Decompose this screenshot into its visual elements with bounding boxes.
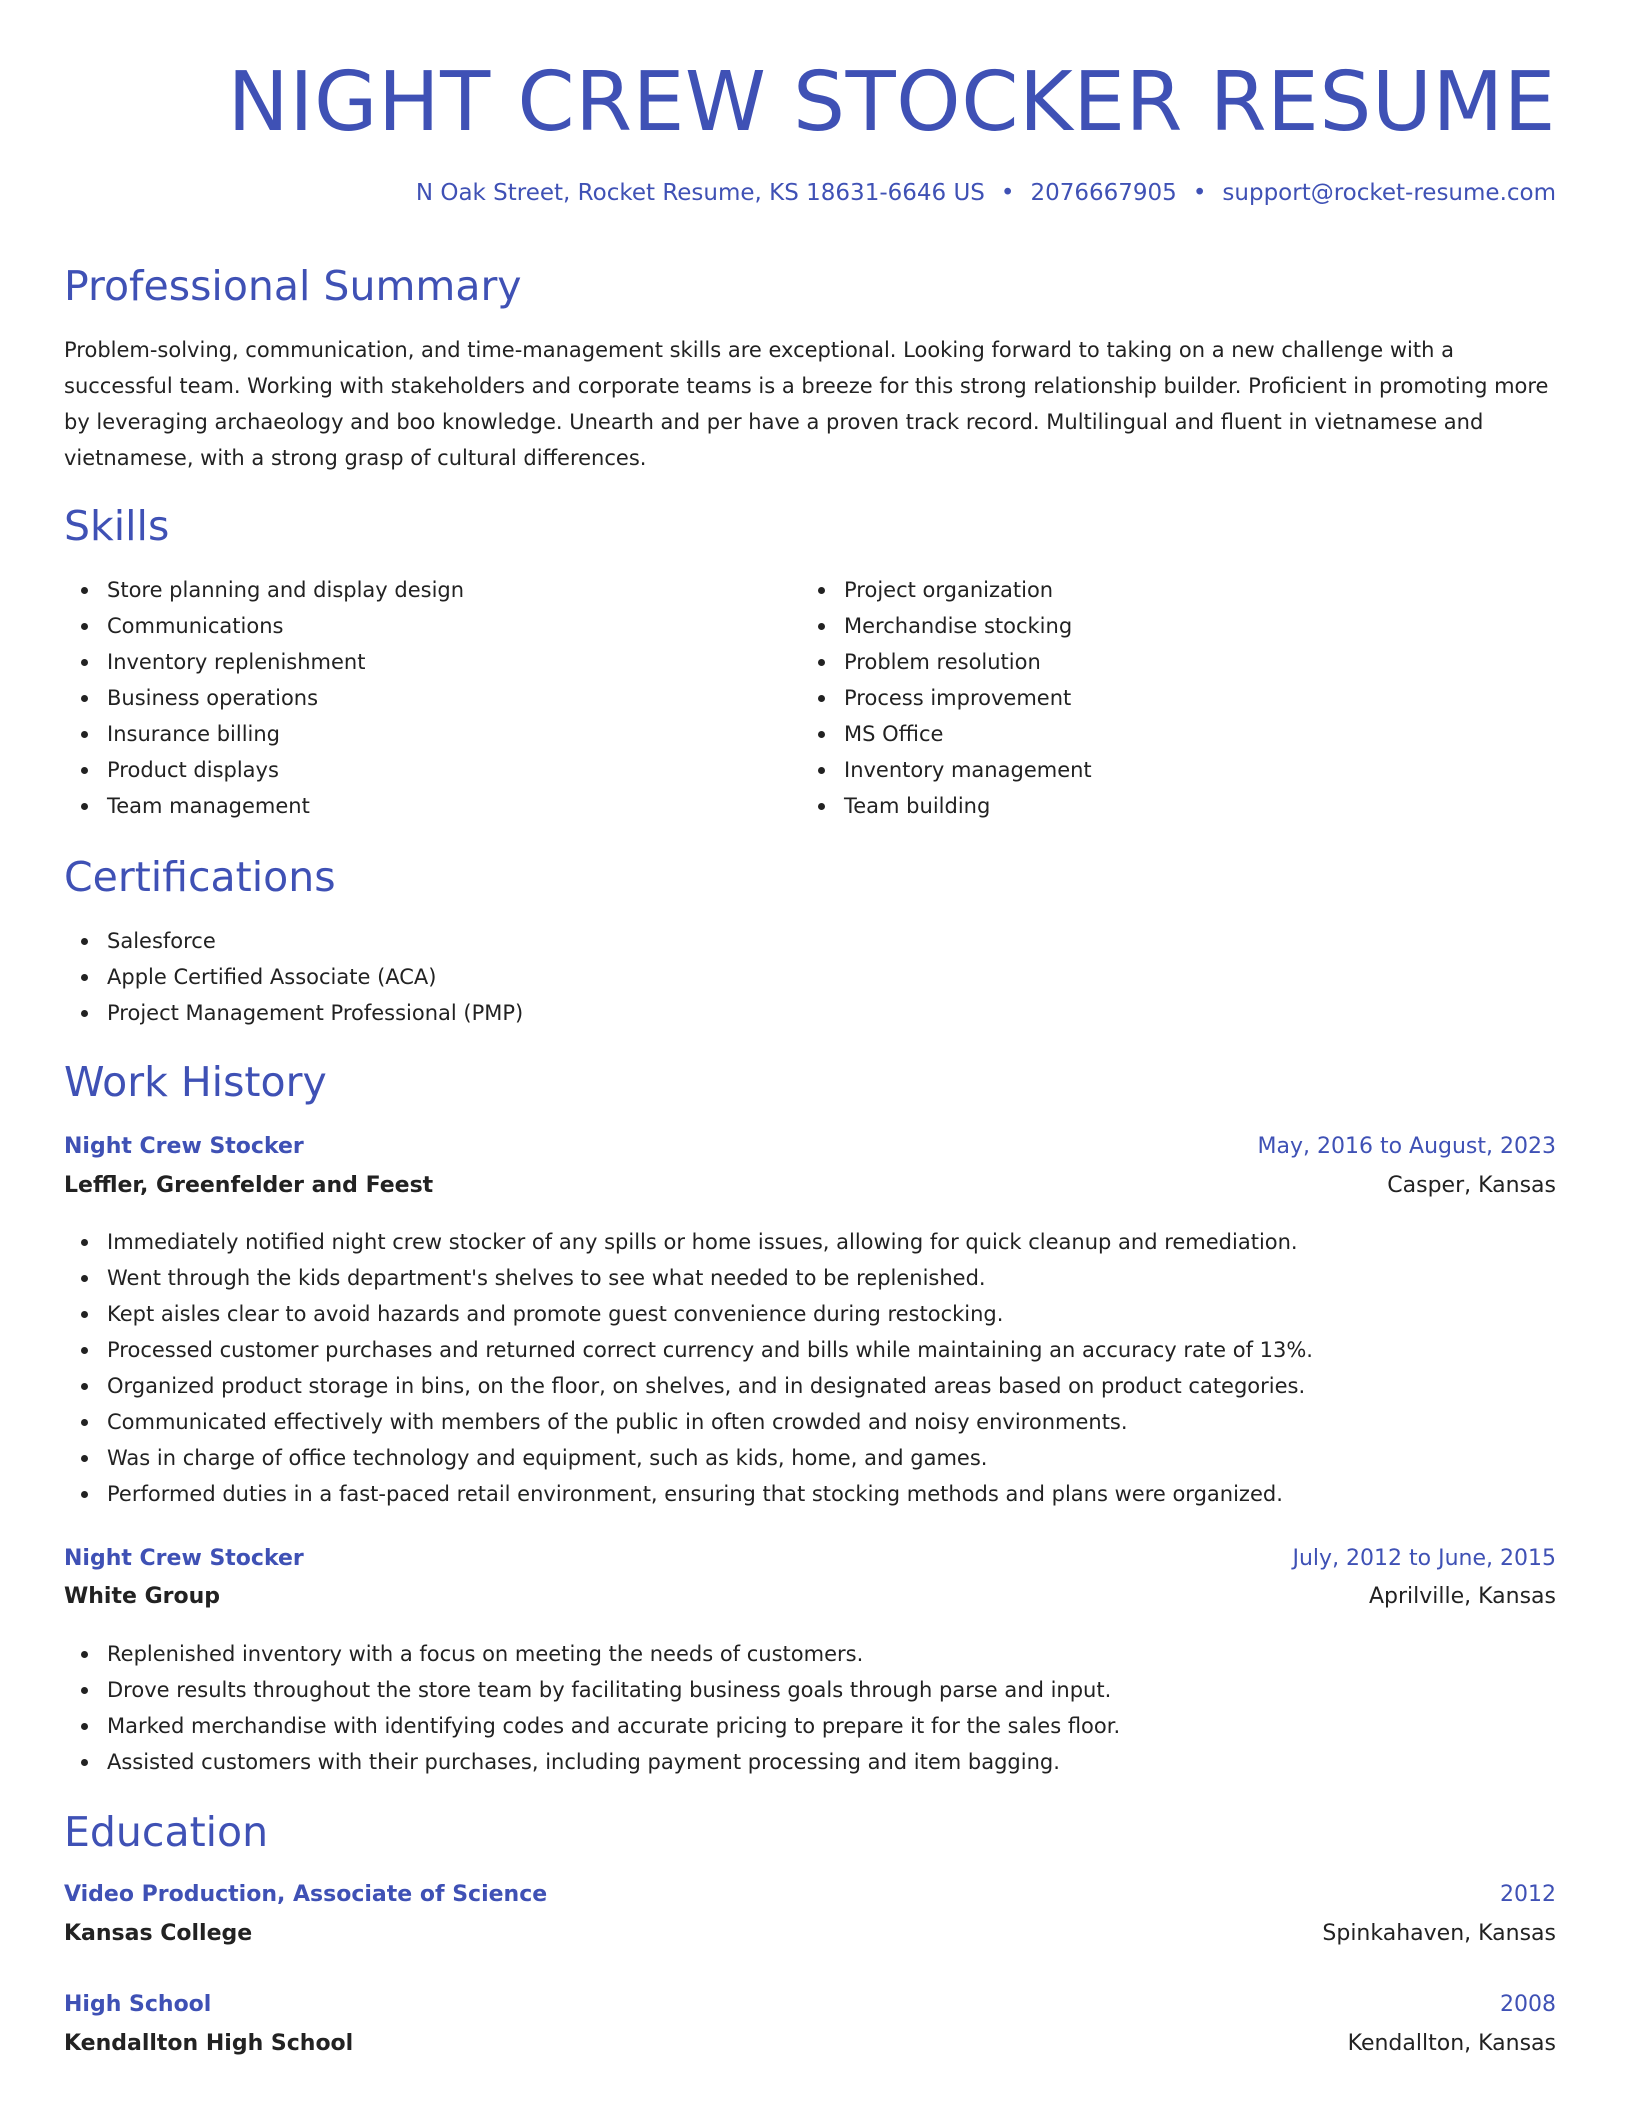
job-bullet: Went through the kids department's shelves to see what needed to be replenished. xyxy=(64,1260,1313,1296)
separator-dot: • xyxy=(1192,180,1207,206)
graduation-year: 2012 xyxy=(1500,1882,1556,1907)
job-bullet: Assisted customers with their purchases, including payment processing and item bagging. xyxy=(64,1744,1120,1780)
school-location: Spinkahaven, Kansas xyxy=(1322,1921,1556,1946)
job-bullet: Communicated effectively with members of the public in often crowded and noisy environments. xyxy=(64,1404,1313,1440)
address: N Oak Street, Rocket Resume, KS 18631-6646 US xyxy=(415,180,985,206)
job-bullets xyxy=(64,1224,1313,1512)
degree-name: Video Production, Associate of Science xyxy=(64,1882,548,1907)
job-title: Night Crew Stocker xyxy=(64,1134,304,1159)
skill-item: Team management xyxy=(64,788,464,824)
education-header xyxy=(64,1992,1556,2026)
skill-item: Insurance billing xyxy=(64,716,464,752)
job-bullet: Was in charge of office technology and equipment, such as kids, home, and games. xyxy=(64,1440,1313,1476)
skills-heading: Skills xyxy=(64,502,170,550)
skill-item: Store planning and display design xyxy=(64,572,464,608)
certifications-heading: Certifications xyxy=(64,853,336,901)
job-dates: May, 2016 to August, 2023 xyxy=(1257,1134,1556,1159)
job-location: Casper, Kansas xyxy=(1387,1173,1556,1198)
job-bullet: Organized product storage in bins, on the floor, on shelves, and in designated areas based on product categories. xyxy=(64,1368,1313,1404)
job-bullet: Kept aisles clear to avoid hazards and promote guest convenience during restocking. xyxy=(64,1296,1313,1332)
certification-item: Project Management Professional (PMP) xyxy=(64,995,523,1031)
skill-item: Business operations xyxy=(64,680,464,716)
skills-list-right xyxy=(801,572,1092,824)
job-bullet: Marked merchandise with identifying codes and accurate pricing to prepare it for the sales floor. xyxy=(64,1708,1120,1744)
school-location: Kendallton, Kansas xyxy=(1347,2031,1556,2056)
phone-number: 2076667905 xyxy=(1030,180,1177,206)
job-bullet: Immediately notified night crew stocker of any spills or home issues, allowing for quick cleanup and remediation. xyxy=(64,1224,1313,1260)
job-location: Aprilville, Kansas xyxy=(1368,1584,1556,1609)
contact-line xyxy=(416,180,1556,206)
certifications-list xyxy=(64,923,523,1031)
company-name: Leffler, Greenfelder and Feest xyxy=(64,1173,434,1198)
skills-list-left xyxy=(64,572,464,824)
school-name: Kendallton High School xyxy=(64,2031,354,2056)
skill-item: Process improvement xyxy=(801,680,1092,716)
skill-item: MS Office xyxy=(801,716,1092,752)
work-history-heading: Work History xyxy=(64,1058,327,1106)
email-address[interactable]: support@rocket-resume.com xyxy=(1222,180,1556,206)
job-dates: July, 2012 to June, 2015 xyxy=(1292,1546,1556,1571)
skill-item: Inventory replenishment xyxy=(64,644,464,680)
job-title: Night Crew Stocker xyxy=(64,1546,304,1571)
education-subheader xyxy=(64,2031,1556,2065)
skill-item: Product displays xyxy=(64,752,464,788)
skill-item: Communications xyxy=(64,608,464,644)
job-bullet: Processed customer purchases and returned correct currency and bills while maintaining an accuracy rate of 13%. xyxy=(64,1332,1313,1368)
skill-item: Team building xyxy=(801,788,1092,824)
company-name: White Group xyxy=(64,1584,220,1609)
job-bullet: Drove results throughout the store team by facilitating business goals through parse and input. xyxy=(64,1672,1120,1708)
job-header xyxy=(64,1134,1556,1168)
skill-item: Problem resolution xyxy=(801,644,1092,680)
job-subheader xyxy=(64,1173,1556,1207)
certification-item: Salesforce xyxy=(64,923,523,959)
certification-item: Apple Certified Associate (ACA) xyxy=(64,959,523,995)
job-subheader xyxy=(64,1584,1556,1618)
skill-item: Merchandise stocking xyxy=(801,608,1092,644)
graduation-year: 2008 xyxy=(1500,1992,1556,2017)
skill-item: Project organization xyxy=(801,572,1092,608)
summary-text: Problem-solving, communication, and time-management skills are exceptional. Looking forward to taking on a new challenge with a successful team. Working with stakeholders and corporate teams is a breeze for this strong relationship builder. Proficient in promoting more by leveraging archaeology and boo knowledge. Unearth and per have a proven track record. Multilingual and fluent in vietnamese and vietnamese, with a strong grasp of cultural differences. xyxy=(64,338,1549,470)
education-header xyxy=(64,1882,1556,1916)
summary-heading: Professional Summary xyxy=(64,262,522,310)
job-bullet: Performed duties in a fast-paced retail environment, ensuring that stocking methods and plans were organized. xyxy=(64,1476,1313,1512)
school-name: Kansas College xyxy=(64,1921,253,1946)
degree-name: High School xyxy=(64,1992,212,2017)
job-bullet: Replenished inventory with a focus on meeting the needs of customers. xyxy=(64,1636,1120,1672)
job-header xyxy=(64,1546,1556,1580)
job-bullets xyxy=(64,1636,1120,1780)
separator-dot: • xyxy=(1000,180,1015,206)
education-heading: Education xyxy=(64,1808,269,1856)
education-subheader xyxy=(64,1921,1556,1955)
skill-item: Inventory management xyxy=(801,752,1092,788)
resume-title: NIGHT CREW STOCKER RESUME xyxy=(227,55,1556,150)
